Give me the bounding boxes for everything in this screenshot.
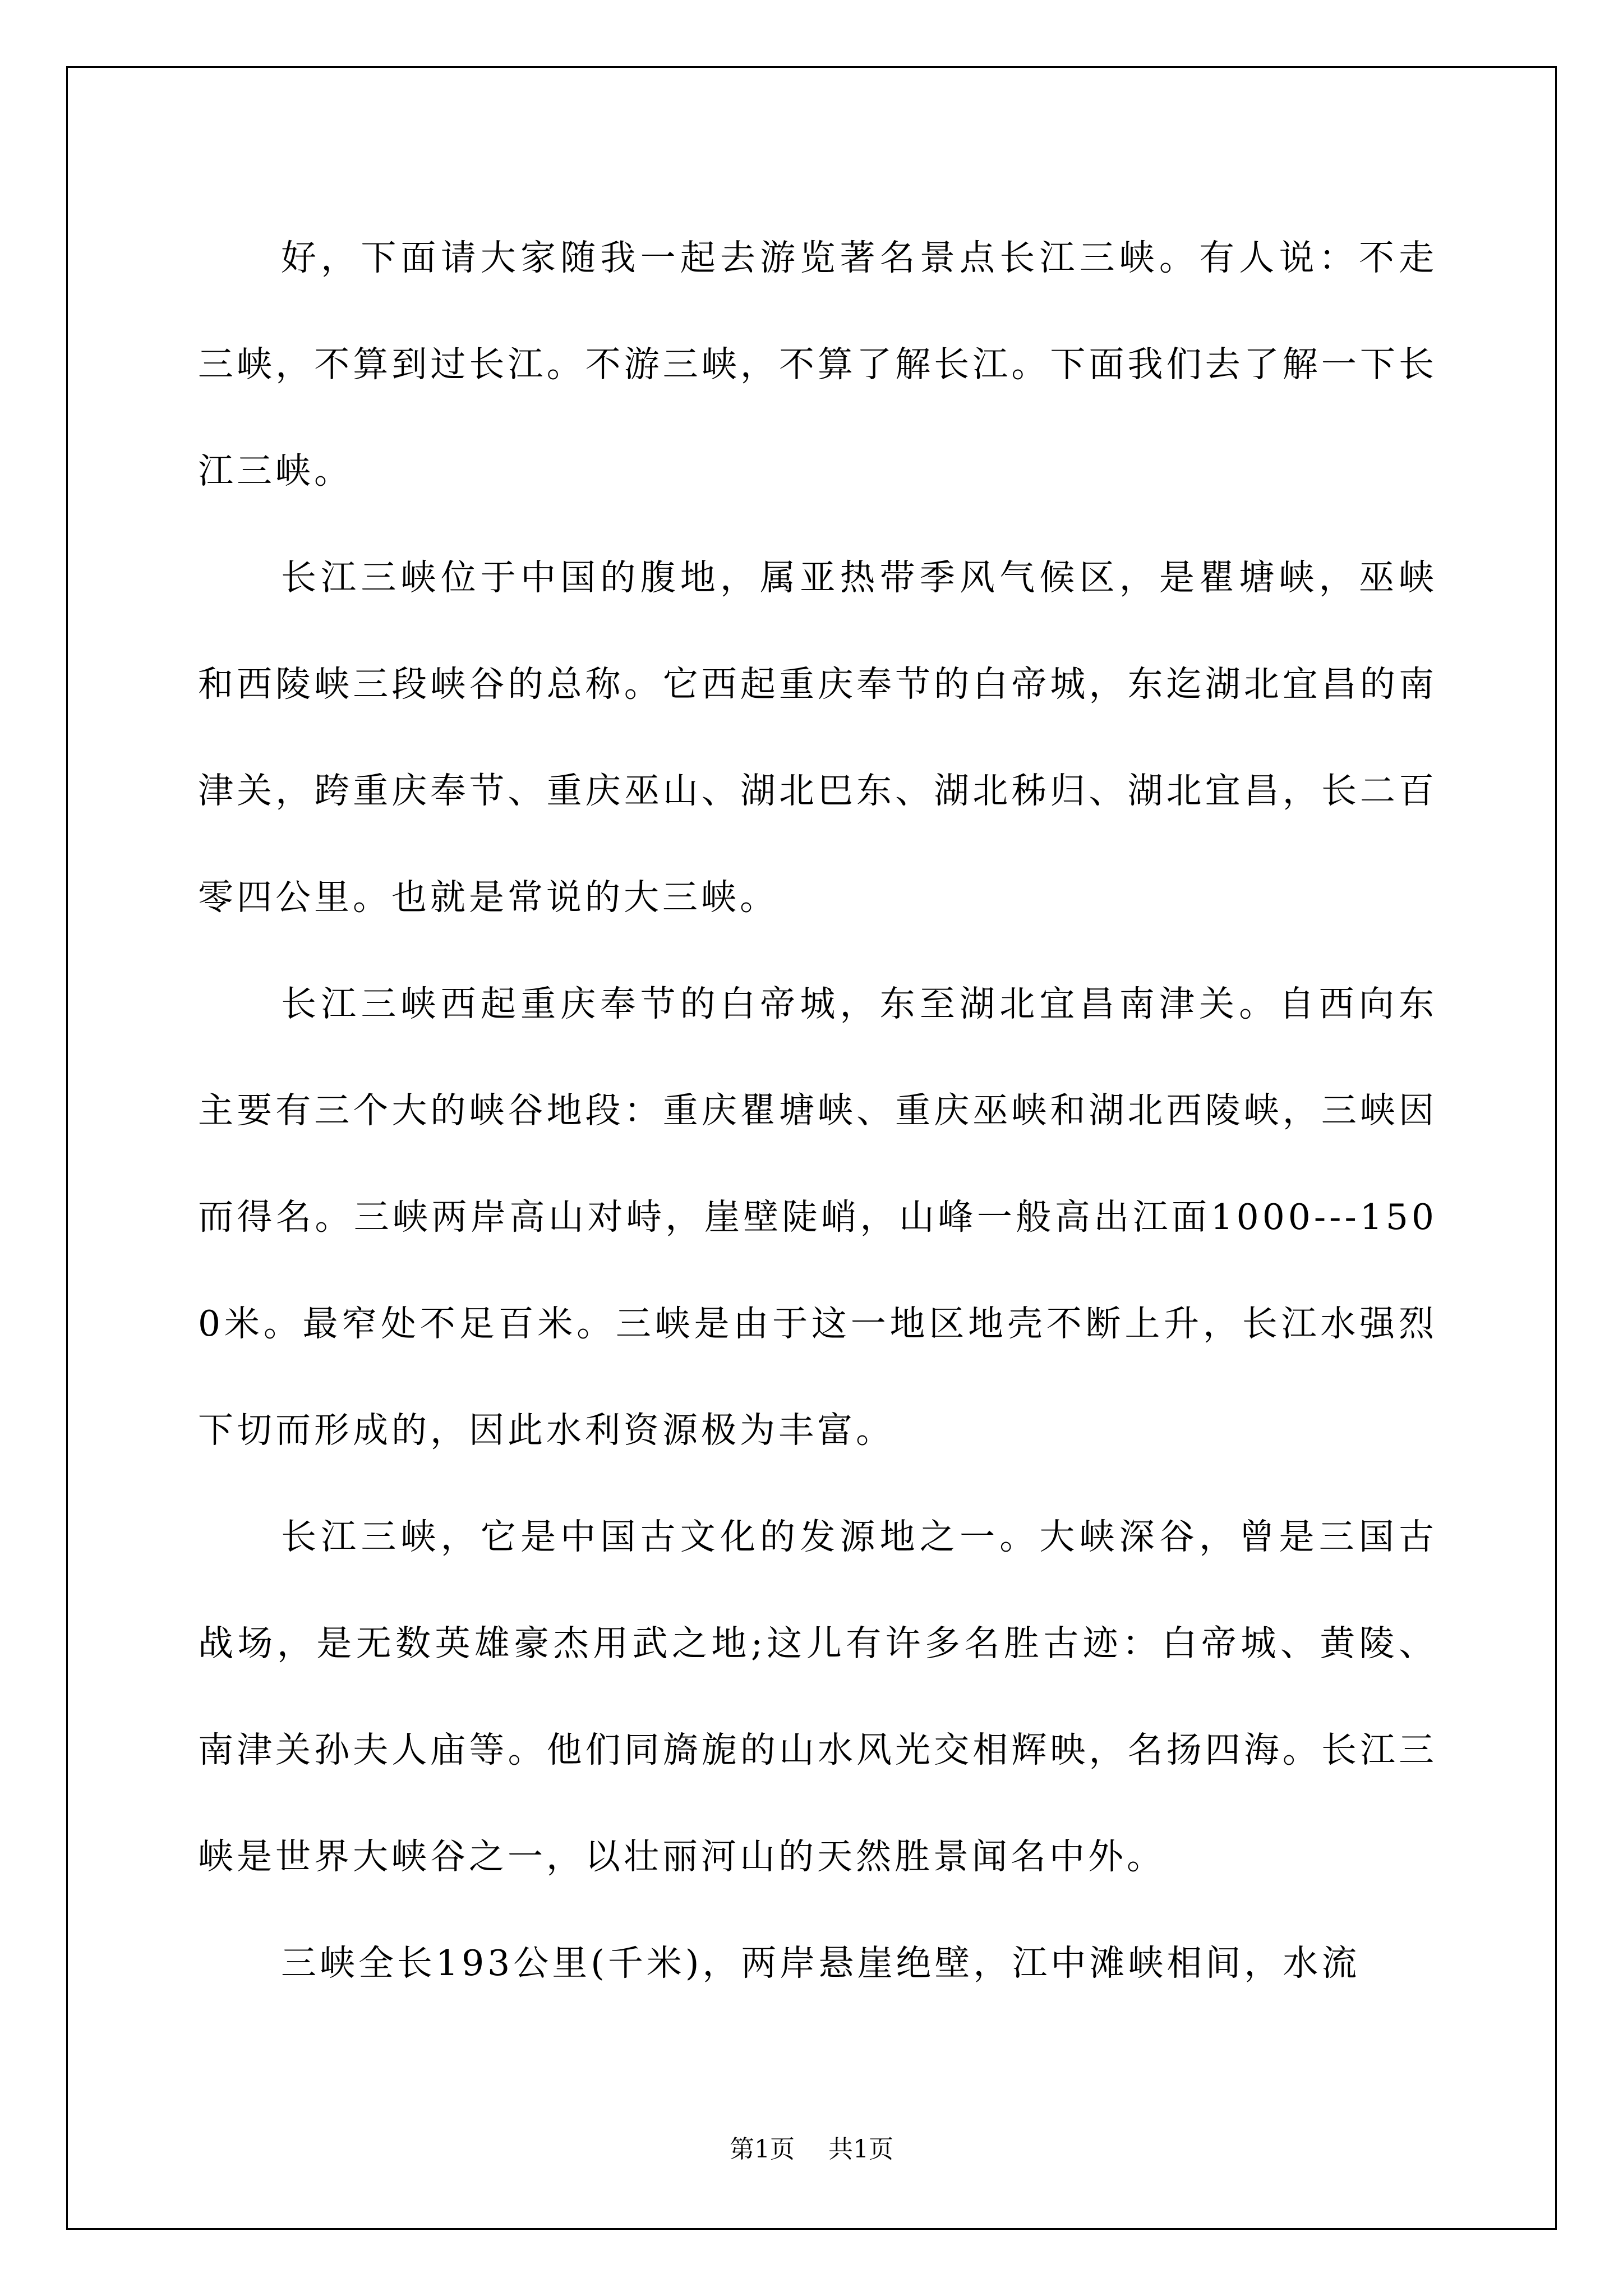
page-total: 共1页 [828,2135,893,2164]
paragraph-1: 好，下面请大家随我一起去游览著名景点长江三峡。有人说：不走三峡，不算到过长江。不游三峡，不算了解长江。下面我们去了解一下长江三峡。 [198,237,1437,491]
paragraph-4: 长江三峡，它是中国古文化的发源地之一。大峡深谷，曾是三国古战场，是无数英雄豪杰用武之地;这儿有许多名胜古迹：白帝城、黄陵、南津关孙夫人庙等。他们同旖旎的山水风光交相辉映，名扬四海。长江三峡是世界大峡谷之一，以壮丽河山的天然胜景闻名中外。 [198,1516,1437,1877]
paragraph-5: 三峡全长193公里(千米)，两岸悬崖绝壁，江中滩峡相间，水流 [281,1943,1361,1984]
paragraph-3: 长江三峡西起重庆奉节的白帝城，东至湖北宜昌南津关。自西向东主要有三个大的峡谷地段：重庆瞿塘峡、重庆巫峡和湖北西陵峡，三峡因而得名。三峡两岸高山对峙，崖壁陡峭，山峰一般高出江面1000---1500米。最窄处不足百米。三峡是由于这一地区地壳不断上升，长江水强烈下切而形成的，因此水利资源极为丰富。 [198,983,1437,1451]
page-number: 第1页 [730,2135,795,2164]
paragraph-2: 长江三峡位于中国的腹地，属亚热带季风气候区，是瞿塘峡，巫峡和西陵峡三段峡谷的总称。它西起重庆奉节的白帝城，东迄湖北宜昌的南津关，跨重庆奉节、重庆巫山、湖北巴东、湖北秭归、湖北宜昌，长二百零四公里。也就是常说的大三峡。 [198,557,1437,918]
page-footer [0,2133,1623,2166]
document-body [198,205,1437,2017]
